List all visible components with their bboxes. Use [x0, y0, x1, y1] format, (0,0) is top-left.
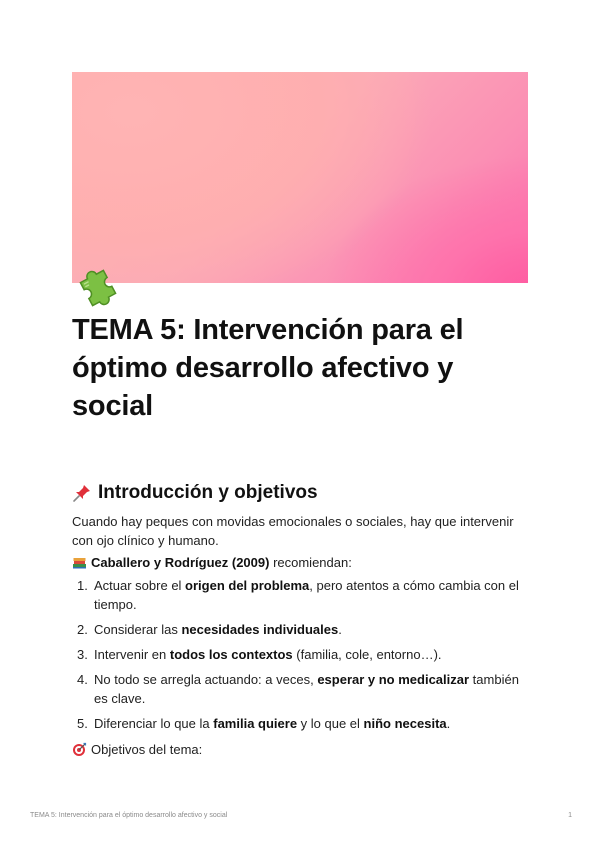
authors-suffix: recomiendan:: [269, 555, 352, 570]
cover-image: [72, 72, 528, 283]
authors-name: Caballero y Rodríguez (2009): [91, 555, 270, 570]
authors-line: [72, 553, 532, 572]
footer-title: TEMA 5: Intervención para el óptimo desarrollo afectivo y social: [30, 812, 228, 819]
list-item: 4. No todo se arregla actuando: a veces, esperar y no medicalizar también es clave.: [77, 672, 519, 706]
list-item: 1. Actuar sobre el origen del problema, pero atentos a cómo cambia con el tiempo.: [77, 578, 519, 612]
list-item: 2. Considerar las necesidades individuales.: [77, 622, 342, 637]
puzzle-piece-icon: [74, 261, 120, 307]
target-icon: [72, 742, 87, 757]
section-heading: [72, 480, 318, 506]
page-title: TEMA 5: Intervención para el óptimo desarrollo afectivo y social: [72, 314, 464, 422]
objectives-line: [72, 740, 532, 759]
section-heading-text: Introducción y objetivos: [98, 482, 318, 503]
intro-paragraph: Cuando hay peques con movidas emocionales o sociales, hay que intervenir con ojo clínico y humano.: [72, 514, 514, 548]
list-item: 3. Intervenir en todos los contextos (familia, cole, entorno…).: [77, 647, 442, 662]
objectives-text: Objetivos del tema:: [91, 742, 203, 757]
list-item: 5. Diferenciar lo que la familia quiere y lo que el niño necesita.: [77, 716, 451, 731]
page-number: 1: [568, 812, 572, 819]
pushpin-icon: [72, 483, 92, 503]
recommendations-list: [72, 576, 532, 739]
books-icon: [72, 555, 87, 570]
